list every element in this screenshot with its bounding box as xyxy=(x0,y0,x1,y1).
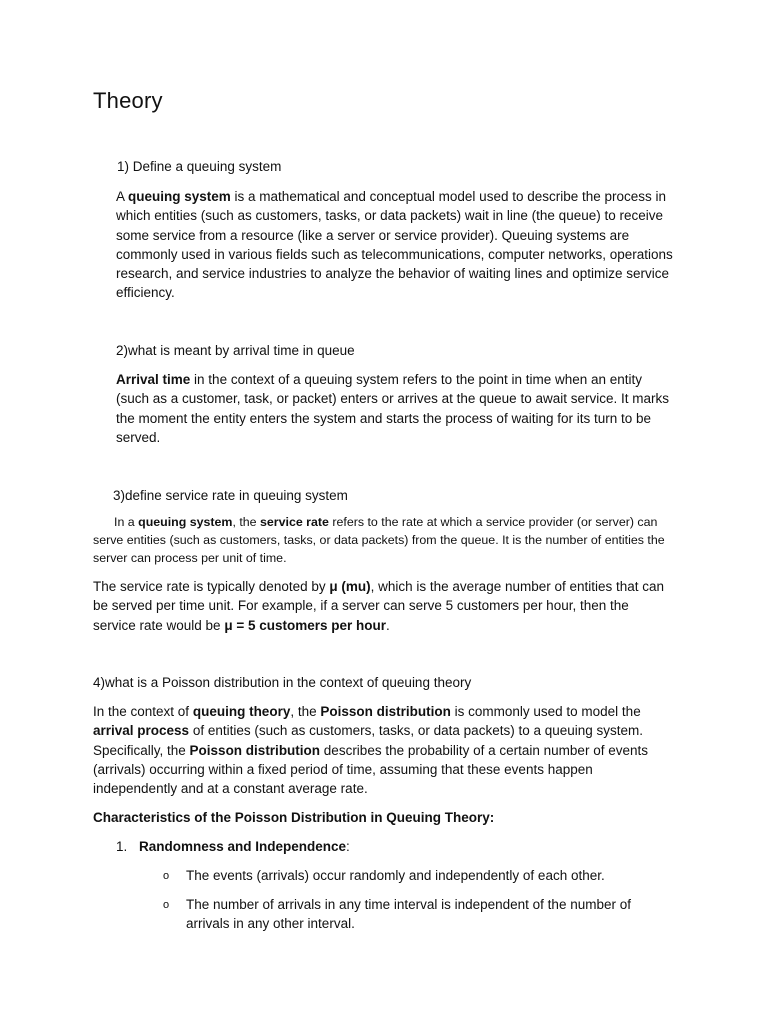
question-2-heading: 2)what is meant by arrival time in queue xyxy=(116,343,355,358)
text-run: , the xyxy=(290,704,321,719)
bold-term: service rate xyxy=(260,515,329,529)
bold-term: arrival process xyxy=(93,723,190,739)
text-run: In the context of xyxy=(93,704,193,719)
text-run: The service rate is typically denoted by xyxy=(93,579,330,594)
question-3-heading: 3)define service rate in queuing system xyxy=(113,488,348,503)
bold-term: Arrival time xyxy=(116,372,191,387)
text-run: , which is the average number of entities that can be served per time unit. For example, if a server can serve 5 customers per hour, then the service rate would be xyxy=(93,579,665,633)
text-run: is a mathematical and conceptual model used to describe the process in which entities (such as customers, tasks, or data packets) wait in line (the queue) to receive some service from a resource (like a server or service provider). Queuing systems are commonly used in various fields such as telecommunications, computer networks, operations research, and service industries to analyze the behavior of waiting lines and optimize service efficiency. xyxy=(116,189,673,301)
bold-term: queuing system xyxy=(138,515,233,529)
text-run: A xyxy=(116,189,129,204)
page-title: Theory xyxy=(93,88,163,113)
bold-term: μ (mu) xyxy=(329,579,371,594)
text-run: refers to the rate at which a service provider (or server) can serve entities (such as customers, tasks, or data packets) from the queue. It is the number of entities the server can process per unit of time. xyxy=(93,515,665,565)
text-run: In a xyxy=(114,515,139,529)
list-item-1 xyxy=(139,837,350,856)
answer-4-paragraph xyxy=(93,702,668,798)
question-4-heading: 4)what is a Poisson distribution in the context of queuing theory xyxy=(93,675,472,690)
characteristics-heading: Characteristics of the Poisson Distribution in Queuing Theory: xyxy=(93,810,495,825)
bullet-marker: o xyxy=(163,899,170,911)
bold-term: Poisson distribution xyxy=(320,704,451,719)
answer-2-paragraph xyxy=(116,370,678,447)
answer-3-paragraph-2 xyxy=(93,577,673,635)
bullet-item-2: The number of arrivals in any time interval is independent of the number of arrivals in any other interval. xyxy=(186,897,631,932)
text-run: of entities (such as customers, tasks, or data packets) to a queuing system. Specifically, the xyxy=(93,723,644,758)
list-item-number: 1. xyxy=(116,839,128,854)
answer-1-paragraph xyxy=(116,187,676,303)
bold-term: queuing system xyxy=(128,189,231,204)
question-1-heading: 1) Define a queuing system xyxy=(117,159,282,174)
text-run: is commonly used to model the xyxy=(450,704,641,719)
bold-term: Poisson distribution xyxy=(189,742,321,758)
text-run: . xyxy=(386,617,390,633)
text-run: : xyxy=(346,839,350,854)
list-item-title: Randomness and Independence xyxy=(139,839,347,854)
bold-term: μ = 5 customers per hour xyxy=(224,617,387,633)
bullet-marker: o xyxy=(163,870,170,882)
answer-3-paragraph-1 xyxy=(93,513,679,567)
text-run: in the context of a queuing system refers to the point in time when an entity (such as a customer, task, or packet) enters or arrives at the queue to await service. It marks the moment the entity enters the system and starts the process of waiting for its turn to be served. xyxy=(116,372,669,445)
text-run: , the xyxy=(232,515,261,529)
bold-term: queuing theory xyxy=(192,704,291,719)
bullet-item-1: The events (arrivals) occur randomly and independently of each other. xyxy=(186,868,605,883)
text-run: describes the probability of a certain number of events (arrivals) occurring within a fixed period of time, assuming that these events happen independently and at a constant average rate. xyxy=(93,742,648,797)
